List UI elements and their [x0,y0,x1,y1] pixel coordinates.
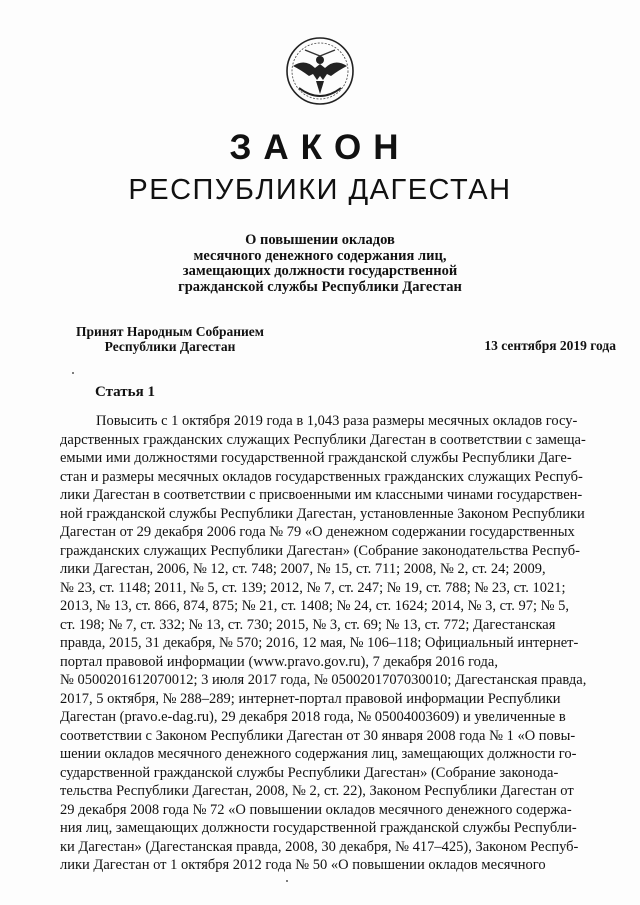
text-line: ния лиц, замещающих должности государственной гражданской службы Республи- [60,820,577,836]
adopting-body [60,324,280,354]
text-line: ки Дагестан» (Дагестанская правда, 2008, 30 декабря, № 417–425), Законом Респуб- [60,838,579,855]
text-line: сударственной гражданской службы Республики Дагестан» (Собрание законода- [60,764,559,781]
text-line: стан и размеры месячных окладов государственных гражданских служащих Респуб- [60,468,583,485]
law-subject [130,233,510,295]
text-line: 29 декабря 2008 года № 72 «О повышении окладов месячного денежного содержа- [60,801,572,818]
text-line: 2017, 5 октября, № 288–289; интернет-портал правовой информации Республики [60,690,561,707]
text-line: соответствии с Законом Республики Дагестан от 30 января 2008 года № 1 «О повы- [60,727,576,744]
adoption-date: 13 сентября 2019 года [484,338,616,353]
text-line: Повысить с 1 октября 2019 года в 1,043 раза размеры месячных окладов госу- [96,413,578,429]
law-subtitle: РЕСПУБЛИКИ ДАГЕСТАН [128,174,512,206]
text-line: емыми ими должностями государственной гражданской службы Республики Даге- [60,450,572,466]
coat-of-arms-icon [285,36,355,106]
text-line: портал правовой информации (www.pravo.gov.ru), 7 декабря 2016 года, [60,653,498,670]
text-line: лики Дагестан, 2006, № 12, ст. 748; 2007, № 15, ст. 711; 2008, № 2, ст. 24; 2009, [60,561,546,577]
text-line: гражданских служащих Республики Дагестан» (Собрание законодательства Респуб- [60,542,580,559]
subject-line: месячного денежного содержания лиц, [193,247,447,264]
text-line: ной гражданской службы Республики Дагестан, установленные Законом Республики [60,505,585,522]
text-line: ст. 198; № 7, ст. 332; № 13, ст. 730; 2015, № 3, ст. 69; № 13, ст. 772; Дагестанская [60,616,556,633]
text-line: шении окладов месячного денежного содержания лиц, замещающих должности го- [60,746,577,762]
subject-line: замещающих должности государственной [182,263,458,279]
text-line: дарственных гражданских служащих Республики Дагестан в соответствии с замеща- [60,431,586,448]
text-line: № 23, ст. 1148; 2011, № 5, ст. 139; 2012, № 7, ст. 247; № 19, ст. 788; № 23, ст. 1021; [60,579,566,596]
text-line: Дагестан от 29 декабря 2006 года № 79 «О денежном содержании государственных [60,524,575,540]
scan-speck [286,880,288,882]
text-line: лики Дагестан от 1 октября 2012 года № 50 «О повышении окладов месячного [60,857,546,873]
text-line: тельства Республики Дагестан, 2008, № 2, ст. 22), Законом Республики Дагестан от [60,783,574,799]
subject-line: О повышении окладов [245,232,395,248]
article-heading: Статья 1 [95,384,155,400]
scan-speck [72,372,74,374]
adopting-body-line: Принят Народным Собранием [76,324,264,339]
adopting-body-line: Республики Дагестан [104,339,236,354]
text-line: 2013, № 13, ст. 866, 874, 875; № 21, ст. 1408; № 24, ст. 1624; 2014, № 3, ст. 97; № 5, [60,598,570,614]
text-line: Дагестан (pravo.e-dag.ru), 29 декабря 2018 года, № 05004003609) и увеличенные в [60,709,566,725]
article-body [60,412,615,875]
text-line: лики Дагестан в соответствии с присвоенными им классными чинами государствен- [60,487,583,503]
subject-line: гражданской службы Республики Дагестан [178,278,462,295]
law-title: ЗАКОН [229,128,411,167]
text-line: правда, 2015, 31 декабря, № 570; 2016, 12 мая, № 106–118; Официальный интернет- [60,635,579,651]
text-line: № 0500201612070012; 3 июля 2017 года, № 0500201707030010; Дагестанская правда, [60,672,587,688]
